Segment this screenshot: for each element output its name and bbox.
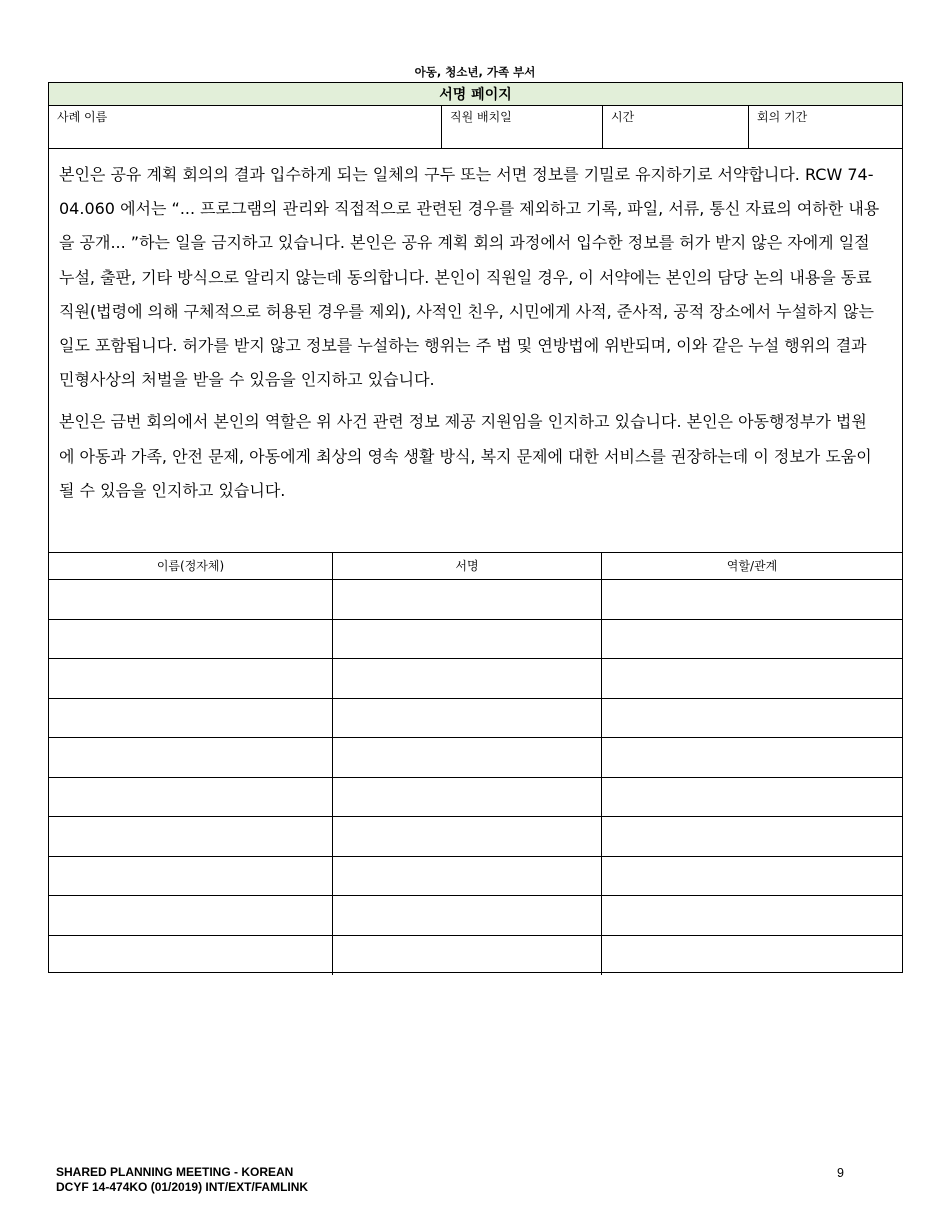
table-row <box>49 896 902 936</box>
role-relationship-cell[interactable] <box>602 936 902 976</box>
confidentiality-paragraph: 본인은 공유 계획 회의의 결과 입수하게 되는 일체의 구두 또는 서면 정보를 기밀로 유지하기로 서약합니다. RCW 74-04.060 에서는 “... 프로그램의 관리와 직접적으로 관련된 경우를 제외하고 기록, 파일, 서류, 통신 자료의 여하한 내용을 공개... ”하는 일을 금지하고 있습니다. 본인은 공유 계획 회의 과정에서 입수한 정보를 허가 받지 않은 자에게 일절 누설, 출판, 기타 방식으로 알리지 않는데 동의합니다. 본인이 직원일 경우, 이 서약에는 본인의 담당 논의 내용을 동료 직원(법령에 의해 구체적으로 허용된 경우를 제외), 사적인 친우, 시민에게 사적, 준사적, 공적 장소에서 누설하지 않는 일도 포함됩니다. 허가를 받지 않고 정보를 누설하는 행위는 주 법 및 연방법에 위반되며, 이와 같은 누설 행위의 결과 민형사상의 처벌을 받을 수 있음을 인지하고 있습니다. <box>59 165 880 390</box>
role-relationship-cell[interactable] <box>602 857 902 896</box>
column-header-name: 이름(정자체) <box>49 553 333 579</box>
signature-cell[interactable] <box>333 620 602 659</box>
department-header: 아동, 청소년, 가족 부서 <box>414 65 536 79</box>
footer-form-number: DCYF 14-474KO (01/2019) INT/EXT/FAMLINK <box>56 1180 309 1194</box>
signature-table-header <box>49 553 902 580</box>
confidentiality-statement <box>49 149 902 553</box>
table-row <box>49 817 902 857</box>
table-row <box>49 699 902 739</box>
role-relationship-cell[interactable] <box>602 778 902 817</box>
role-relationship-cell[interactable] <box>602 817 902 856</box>
signature-cell[interactable] <box>333 699 602 738</box>
signature-cell[interactable] <box>333 817 602 856</box>
printed-name-cell[interactable] <box>49 620 333 659</box>
page-title: 서명 페이지 <box>49 83 902 106</box>
signature-cell[interactable] <box>333 580 602 619</box>
signature-cell[interactable] <box>333 659 602 698</box>
staff-assignment-date-field[interactable] <box>442 106 603 148</box>
table-row <box>49 620 902 660</box>
time-label: 시간 <box>611 110 635 124</box>
role-acknowledgement-paragraph: 본인은 금번 회의에서 본인의 역할은 위 사건 관련 정보 제공 지원임을 인지하고 있습니다. 본인은 아동행정부가 법원에 아동과 가족, 안전 문제, 아동에게 최상의 영속 생활 방식, 복지 문제에 대한 서비스를 권장하는데 이 정보가 도움이 될 수 있음을 인지하고 있습니다. <box>59 412 872 500</box>
time-field[interactable] <box>603 106 749 148</box>
form-footer <box>56 1165 308 1195</box>
signature-cell[interactable] <box>333 738 602 777</box>
printed-name-cell[interactable] <box>49 738 333 777</box>
case-info-row <box>49 106 902 149</box>
meeting-duration-label: 회의 기간 <box>757 110 808 124</box>
printed-name-cell[interactable] <box>49 896 333 935</box>
printed-name-cell[interactable] <box>49 699 333 738</box>
printed-name-cell[interactable] <box>49 659 333 698</box>
signature-cell[interactable] <box>333 936 602 976</box>
signature-table-body <box>49 580 902 975</box>
printed-name-cell[interactable] <box>49 778 333 817</box>
column-header-role: 역할/관계 <box>726 559 778 573</box>
printed-name-cell[interactable] <box>49 936 333 976</box>
role-relationship-cell[interactable] <box>602 699 902 738</box>
case-name-label: 사례 이름 <box>57 110 108 124</box>
table-row <box>49 778 902 818</box>
role-relationship-cell[interactable] <box>602 620 902 659</box>
role-relationship-cell[interactable] <box>602 896 902 935</box>
signature-cell[interactable] <box>333 778 602 817</box>
meeting-duration-field[interactable] <box>749 106 902 148</box>
case-name-field[interactable] <box>49 106 442 148</box>
footer-form-title: SHARED PLANNING MEETING - KOREAN <box>56 1165 294 1179</box>
role-relationship-cell[interactable] <box>602 580 902 619</box>
table-row <box>49 580 902 620</box>
printed-name-cell[interactable] <box>49 817 333 856</box>
staff-assignment-date-label: 직원 배치일 <box>450 110 512 124</box>
table-row <box>49 659 902 699</box>
printed-name-cell[interactable] <box>49 580 333 619</box>
signature-form <box>48 82 903 973</box>
signature-cell[interactable] <box>333 857 602 896</box>
printed-name-cell[interactable] <box>49 857 333 896</box>
signature-cell[interactable] <box>333 896 602 935</box>
column-header-signature: 서명 <box>333 553 602 579</box>
table-row <box>49 738 902 778</box>
role-relationship-cell[interactable] <box>602 738 902 777</box>
page-number: 9 <box>837 1166 844 1180</box>
role-relationship-cell[interactable] <box>602 659 902 698</box>
table-row <box>49 857 902 897</box>
table-row <box>49 936 902 976</box>
